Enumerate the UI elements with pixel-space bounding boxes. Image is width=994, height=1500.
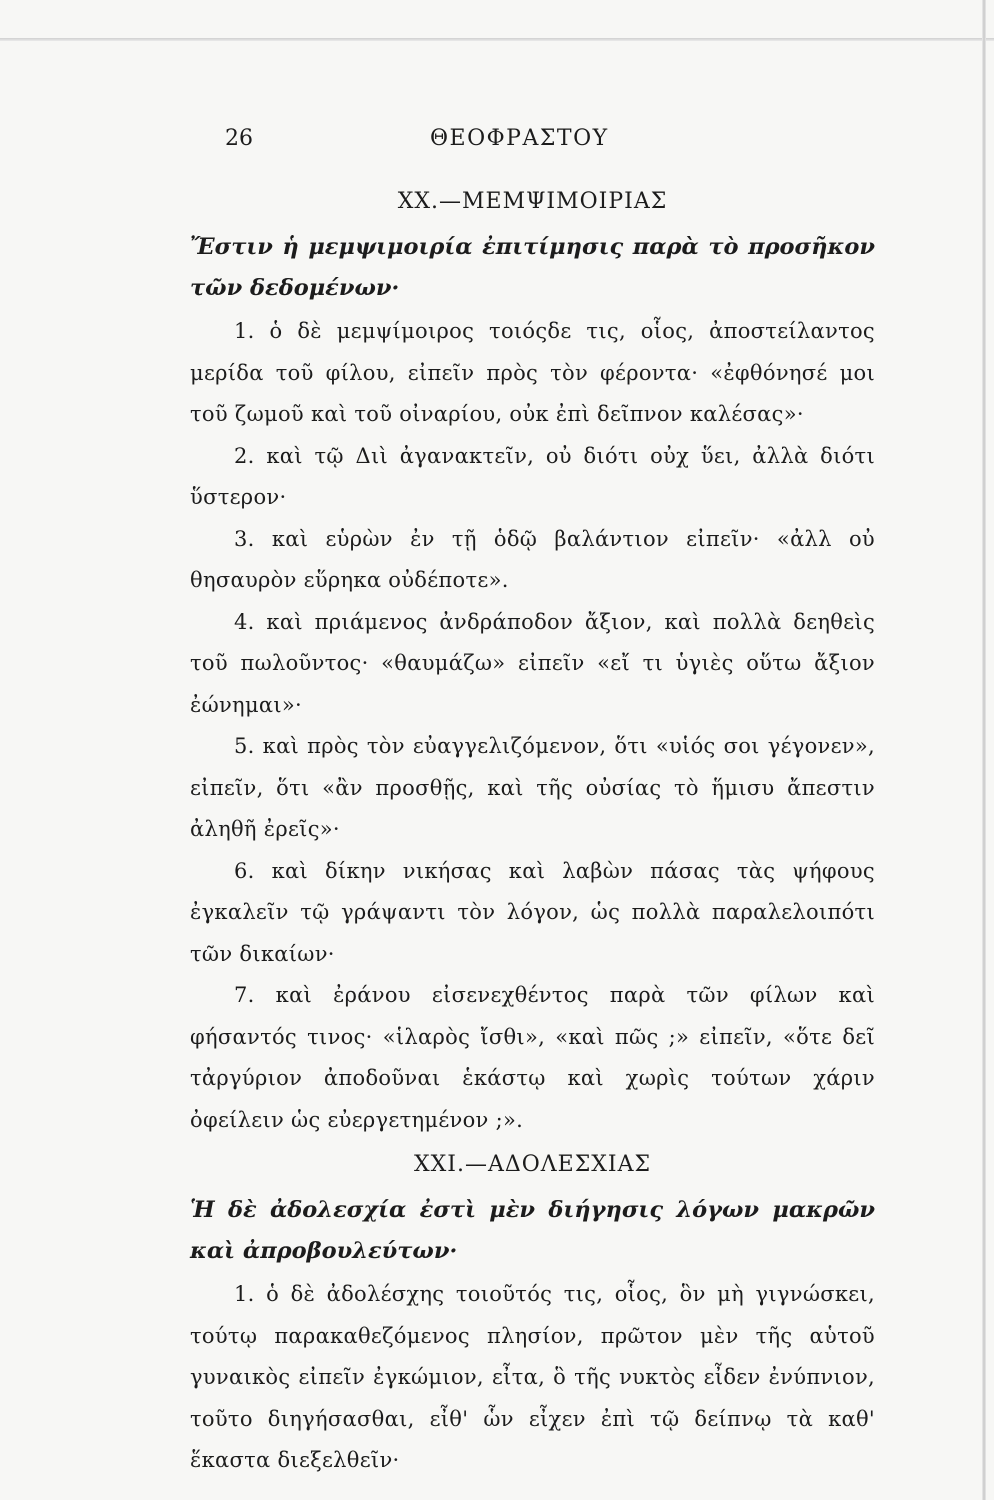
paragraph: 6. καὶ δίκην νικήσας καὶ λαβὼν πάσας τὰς ψήφους ἐγκαλεῖν τῷ γράψαντι τὸν λόγον, ὡς πολλὰ παραλελοιπότι τῶν δικαίων· [190, 858, 875, 966]
section-title-xx: XX.—ΜΕΜΨΙΜΟΙΡΙΑΣ [397, 189, 668, 214]
running-title: ΘΕΟΦΡΑΣΤΟΥ [430, 126, 609, 151]
section-definition-xx: Ἔστιν ἡ μεμψιμοιρία ἐπιτίμησις παρὰ τὸ προσῆκον τῶν δεδομένων· [190, 234, 875, 301]
paragraph: 3. καὶ εὑρὼν ἐν τῇ ὁδῷ βαλάντιον εἰπεῖν· «ἀλλ οὐ θησαυρὸν εὕρηκα οὐδέποτε». [190, 526, 875, 592]
section-title-xxi: XXI.—ΑΔΟΛΕΣΧΙΑΣ [413, 1152, 652, 1177]
paragraph: 1. ὁ δὲ μεμψίμοιρος τοιόςδε τις, οἷος, ἀποστείλαντος μερίδα τοῦ φίλου, εἰπεῖν πρὸς τὸν φέροντα· «ἐφθόνησέ μοι τοῦ ζωμοῦ καὶ τοῦ οἰναρίου, οὐκ ἐπὶ δεῖπνον καλέσας»· [190, 319, 875, 426]
page-header [225, 126, 875, 166]
paragraph: 2. καὶ τῷ Διὶ ἀγανακτεῖν, οὐ διότι οὐχ ὕει, ἀλλὰ διότι ὕστερον· [190, 443, 875, 509]
scan-right-edge [982, 0, 986, 1500]
section-definition-xxi: Ἡ δὲ ἀδολεσχία ἐστὶ μὲν διήγησις λόγων μακρῶν καὶ ἀπροβουλεύτων· [190, 1197, 875, 1264]
page-number: 26 [225, 126, 253, 151]
paragraph: 7. καὶ ἐράνου εἰσενεχθέντος παρὰ τῶν φίλων καὶ φήσαντός τινος· «ἱλαρὸς ἴσθι», «καὶ πῶς ;» εἰπεῖν, «ὅτε δεῖ τἀργύριον ἀποδοῦναι ἑκάστῳ καὶ χωρὶς τούτων χάριν ὀφείλειν ὡς εὐεργετημένον ;». [190, 983, 875, 1132]
paragraph: 4. καὶ πριάμενος ἀνδράποδον ἄξιον, καὶ πολλὰ δεηθεὶς τοῦ πωλοῦντος· «θαυμάζω» εἰπεῖν «εἴ τι ὑγιὲς οὕτω ἄξιον ἐώνημαι»· [190, 609, 875, 717]
paragraph: 1. ὁ δὲ ἀδολέσχης τοιοῦτός τις, οἷος, ὃν μὴ γιγνώσκει, τούτῳ παρακαθεζόμενος πλησίον, πρῶτον μὲν τῆς αὑτοῦ γυναικὸς εἰπεῖν ἐγκώμιον, εἶτα, ὃ τῆς νυκτὸς εἶδεν ἐνύπνιον, τοῦτο διηγήσασθαι, εἶθ' ὧν εἶχεν ἐπὶ τῷ δείπνῳ τὰ καθ' ἕκαστα διεξελθεῖν· [190, 1282, 875, 1472]
scan-top-edge [0, 38, 994, 41]
paragraph: 5. καὶ πρὸς τὸν εὐαγγελιζόμενον, ὅτι «υἱός σοι γέγονεν», εἰπεῖν, ὅτι «ἂν προσθῇς, καὶ τῆς οὐσίας τὸ ἥμισυ ἄπεστιν ἀληθῆ ἐρεῖς»· [190, 734, 875, 841]
page-content [190, 180, 875, 1482]
